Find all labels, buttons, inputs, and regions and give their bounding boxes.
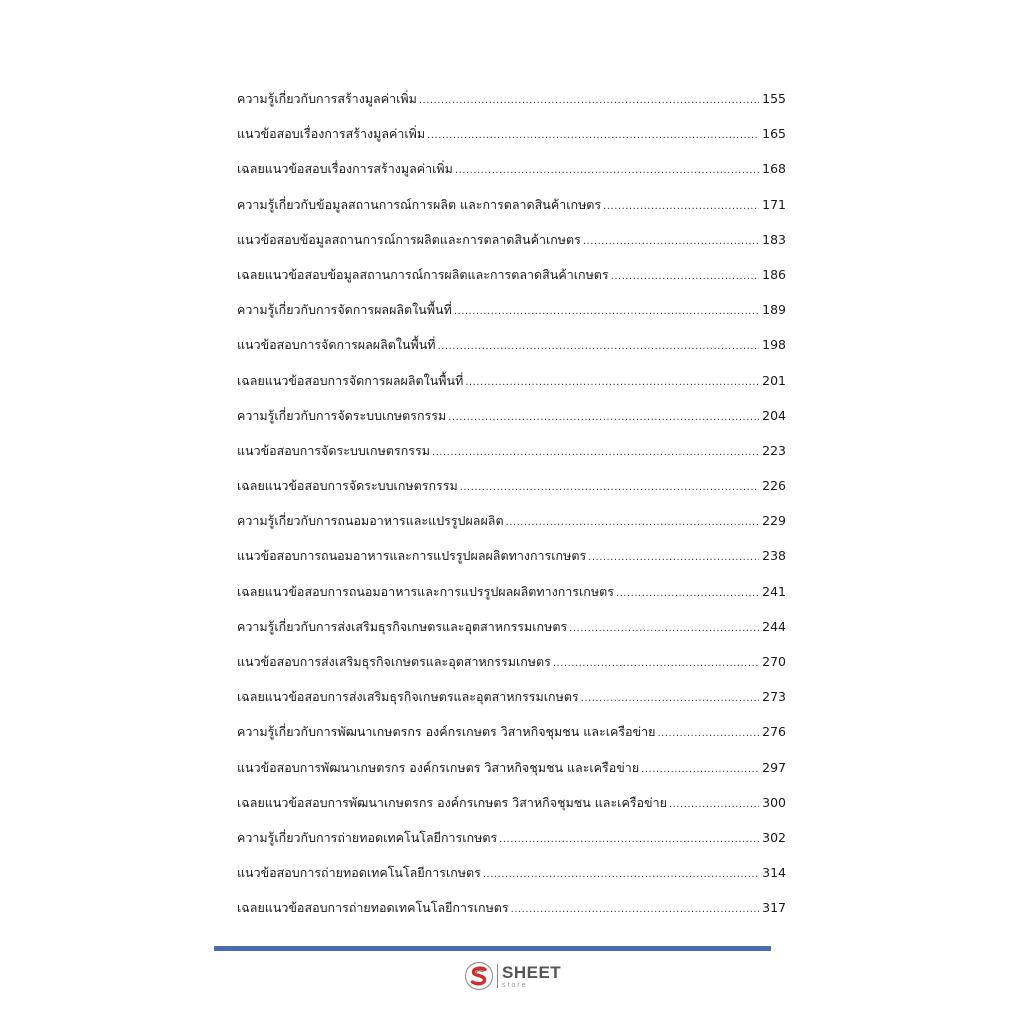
toc-dot-leader: [583, 229, 759, 255]
toc-dot-leader: [460, 475, 759, 501]
toc-entry-page: 238: [762, 548, 786, 564]
toc-entry-title: แนวข้อสอบการถ่ายทอดเทคโนโลยีการเกษตร: [237, 865, 481, 881]
toc-entry-page: 223: [762, 442, 786, 458]
toc-entry: [237, 755, 786, 790]
toc-entry-title: ความรู้เกี่ยวกับการจัดการผลผลิตในพื้นที่: [237, 302, 452, 318]
toc-entry: [237, 86, 786, 121]
toc-entry-title: เฉลยแนวข้อสอบการจัดระบบเกษตรกรรม: [237, 478, 458, 494]
toc-dot-leader: [454, 299, 759, 325]
toc-entry: [237, 860, 786, 895]
toc-entry-page: 302: [762, 829, 786, 845]
table-of-contents: [237, 86, 786, 931]
toc-entry-title: แนวข้อสอบการพัฒนาเกษตรกร องค์กรเกษตร วิสาหกิจชุมชน และเครือข่าย: [237, 759, 640, 775]
toc-dot-leader: [611, 264, 759, 290]
toc-dot-leader: [569, 616, 759, 642]
toc-entry-title: แนวข้อสอบข้อมูลสถานการณ์การผลิตและการตลาดสินค้าเกษตร: [237, 231, 581, 247]
toc-entry-page: 204: [762, 407, 786, 423]
toc-entry-page: 244: [762, 618, 786, 634]
toc-dot-leader: [588, 545, 759, 571]
sheet-store-s-logo-icon: [464, 961, 494, 991]
toc-dot-leader: [641, 757, 759, 783]
brand-text: [502, 964, 561, 989]
toc-entry-page: 189: [762, 302, 786, 318]
toc-entry: [237, 121, 786, 156]
toc-entry-page: 297: [762, 759, 786, 775]
toc-entry: [237, 614, 786, 649]
toc-entry-title: แนวข้อสอบการจัดการผลผลิตในพื้นที่: [237, 337, 436, 353]
toc-entry-title: แนวข้อสอบการส่งเสริมธุรกิจเกษตรและอุตสาหกรรมเกษตร: [237, 654, 551, 669]
toc-entry: [237, 368, 786, 403]
toc-entry-page: 229: [762, 513, 786, 529]
toc-entry-title: เฉลยแนวข้อสอบการพัฒนาเกษตรกร องค์กรเกษตร วิสาหกิจชุมชน และเครือข่าย: [237, 794, 667, 810]
toc-entry: [237, 438, 786, 473]
toc-entry-page: 198: [762, 337, 786, 353]
toc-entry: [237, 895, 786, 930]
toc-entry-title: เฉลยแนวข้อสอบการถ่ายทอดเทคโนโลยีการเกษตร: [237, 900, 509, 916]
toc-entry-page: 270: [762, 654, 786, 669]
toc-entry-page: 273: [762, 689, 786, 705]
toc-entry-page: 183: [762, 231, 786, 247]
toc-dot-leader: [581, 686, 759, 712]
toc-entry: [237, 262, 786, 297]
toc-entry-title: ความรู้เกี่ยวกับการจัดระบบเกษตรกรรม: [237, 407, 447, 423]
toc-entry: [237, 332, 786, 367]
toc-dot-leader: [616, 581, 759, 607]
toc-entry: [237, 473, 786, 508]
toc-entry-page: 226: [762, 478, 786, 494]
toc-dot-leader: [438, 334, 760, 360]
toc-dot-leader: [553, 651, 759, 677]
toc-entry-page: 276: [762, 724, 786, 740]
toc-entry-page: 165: [762, 126, 786, 142]
toc-entry: [237, 790, 786, 825]
toc-dot-leader: [465, 370, 759, 396]
toc-entry-title: ความรู้เกี่ยวกับการสร้างมูลค่าเพิ่ม: [237, 91, 417, 106]
toc-entry: [237, 192, 786, 227]
toc-entry: [237, 403, 786, 438]
toc-dot-leader: [448, 405, 759, 431]
toc-dot-leader: [603, 194, 759, 220]
toc-dot-leader: [506, 510, 760, 536]
brand-name: SHEET: [502, 962, 562, 982]
brand-subtitle: store: [502, 981, 528, 989]
toc-entry: [237, 719, 786, 754]
toc-entry-title: เฉลยแนวข้อสอบข้อมูลสถานการณ์การผลิตและการตลาดสินค้าเกษตร: [237, 266, 609, 282]
sheet-store-logo: [464, 960, 574, 992]
toc-dot-leader: [455, 158, 759, 184]
toc-entry-page: 168: [762, 161, 786, 177]
toc-entry: [237, 156, 786, 191]
toc-entry: [237, 579, 786, 614]
toc-dot-leader: [483, 862, 759, 888]
toc-entry-page: 155: [762, 91, 786, 106]
brand-divider: [497, 964, 498, 988]
toc-entry-page: 241: [762, 583, 786, 599]
toc-entry: [237, 684, 786, 719]
toc-entry-page: 300: [762, 794, 786, 810]
toc-entry-page: 314: [762, 865, 786, 881]
toc-entry-title: เฉลยแนวข้อสอบการส่งเสริมธุรกิจเกษตรและอุตสาหกรรมเกษตร: [237, 689, 579, 705]
footer-rule: [214, 946, 771, 951]
toc-dot-leader: [669, 792, 759, 818]
toc-dot-leader: [657, 721, 759, 747]
toc-entry-title: เฉลยแนวข้อสอบการจัดการผลผลิตในพื้นที่: [237, 372, 464, 388]
toc-entry: [237, 227, 786, 262]
toc-dot-leader: [432, 440, 759, 466]
toc-dot-leader: [419, 88, 759, 114]
toc-entry: [237, 825, 786, 860]
toc-entry: [237, 508, 786, 543]
toc-entry-title: ความรู้เกี่ยวกับข้อมูลสถานการณ์การผลิต และการตลาดสินค้าเกษตร: [237, 196, 602, 212]
toc-entry-page: 186: [762, 266, 786, 282]
toc-dot-leader: [427, 123, 759, 149]
toc-entry-title: แนวข้อสอบการถนอมอาหารและการแปรรูปผลผลิตทางการเกษตร: [237, 548, 587, 564]
toc-entry-title: ความรู้เกี่ยวกับการถ่ายทอดเทคโนโลยีการเกษตร: [237, 829, 498, 845]
toc-dot-leader: [499, 827, 759, 853]
toc-entry-title: ความรู้เกี่ยวกับการถนอมอาหารและแปรรูปผลผลิต: [237, 513, 504, 529]
toc-dot-leader: [511, 897, 760, 923]
toc-entry-title: เฉลยแนวข้อสอบการถนอมอาหารและการแปรรูปผลผลิตทางการเกษตร: [237, 583, 614, 599]
toc-entry-title: แนวข้อสอบเรื่องการสร้างมูลค่าเพิ่ม: [237, 126, 426, 142]
toc-entry-title: แนวข้อสอบการจัดระบบเกษตรกรรม: [237, 442, 430, 458]
toc-entry-page: 317: [762, 900, 786, 916]
toc-entry-title: ความรู้เกี่ยวกับการพัฒนาเกษตรกร องค์กรเกษตร วิสาหกิจชุมชน และเครือข่าย: [237, 724, 656, 740]
toc-entry: [237, 649, 786, 684]
toc-entry-title: ความรู้เกี่ยวกับการส่งเสริมธุรกิจเกษตรและอุตสาหกรรมเกษตร: [237, 618, 568, 634]
toc-entry: [237, 297, 786, 332]
toc-entry: [237, 543, 786, 578]
toc-entry-page: 171: [762, 196, 786, 212]
toc-entry-title: เฉลยแนวข้อสอบเรื่องการสร้างมูลค่าเพิ่ม: [237, 161, 453, 177]
toc-entry-page: 201: [762, 372, 786, 388]
